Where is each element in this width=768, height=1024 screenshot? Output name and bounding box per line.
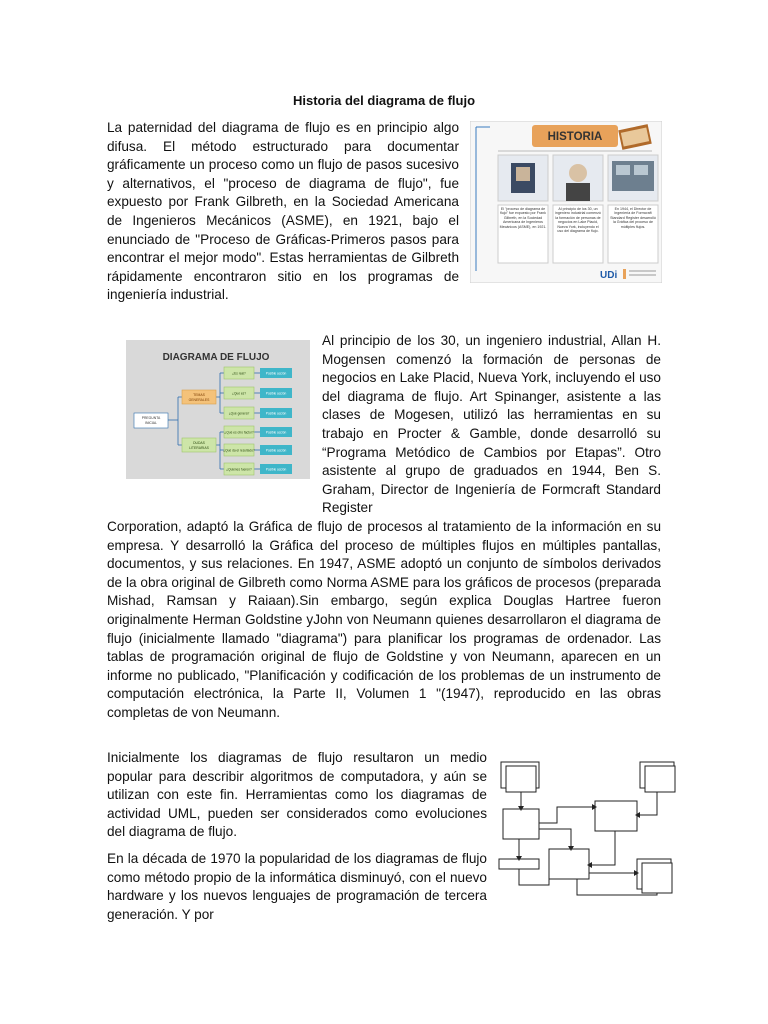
paragraph-5: En la década de 1970 la popularidad de los diagramas de flujo como método propio de la informática disminuyó, con el nuevo hardware y los nuevos lenguajes de programación de tercera generación. Y por — [107, 851, 487, 922]
svg-text:INICIAL: INICIAL — [145, 421, 157, 425]
svg-text:GENERALES: GENERALES — [188, 398, 210, 402]
svg-text:PREGUNTA: PREGUNTA — [141, 416, 161, 420]
diagrama-root-node — [134, 413, 168, 428]
diagrama-question-2: ¿Qué es? — [232, 391, 246, 396]
diagrama-answer-4: Posible acción — [265, 430, 287, 435]
historia-caption-3: En 1944, el Director de Ingeniería de Formcraft Standard Register desarrolló la Gráfica del proceso de múltiples flujos. — [610, 207, 656, 229]
historia-heading: HISTORIA — [547, 131, 603, 143]
diagrama-heading: DIAGRAMA DE FLUJO — [162, 352, 270, 363]
diagrama-question-4: ¿Qué es otro factor? — [224, 430, 254, 435]
diagrama-answer-3: Posible acción — [265, 411, 287, 416]
paragraph-4: Inicialmente los diagramas de flujo resultaron un medio popular para describir algoritmos de computadora, y aún se utilizan con este fin. Herramientas como los diagramas de actividad UML, pueden ser considerados como evoluciones del diagrama de flujo. — [107, 750, 487, 840]
svg-text:UDi: UDi — [600, 270, 618, 281]
historia-figure — [470, 121, 662, 283]
diagrama-question-1: ¿Es real? — [232, 371, 246, 376]
diagrama-mid-node-1 — [182, 390, 216, 404]
historia-caption-1: El "proceso de diagrama de flujo" fue expuesto por Frank Gilbreth, en la Sociedad Americana de Ingenieros Mecánicos (ASME), en 1921. — [499, 207, 547, 229]
paragraph-1: La paternidad del diagrama de flujo es en principio algo difusa. El método estructurado para documentar gráficamente un proceso como un flujo de pasos sucesivo y alternativos, el "proceso de diagrama de flujo", fue expuesto por Frank Gilbreth, en la Sociedad Americana de Ingenieros Mecánicos (ASME), en 1921, bajo el enunciado de "Proceso de Gráficas-Primeros pasos para encontrar el mejor modo". Estas herramientas de Gilbreth rápidamente encontraron sitio en los programas de ingeniería industrial. — [107, 120, 459, 303]
diagrama-answer-1: Posible acción — [265, 371, 287, 376]
flowchart-illustration — [497, 757, 684, 907]
diagrama-figure — [126, 340, 310, 479]
svg-text:TEMAS: TEMAS — [193, 393, 205, 397]
diagrama-answer-2: Posible acción — [265, 391, 287, 396]
historia-caption-2: Al principio de los 30, un ingeniero industrial comenzó la formación de personas de negocios en Lake Placid, Nueva York, incluyendo el uso del diagrama de flujo. — [555, 207, 601, 234]
diagrama-answer-6: Posible acción — [265, 467, 287, 472]
paragraph-2: Al principio de los 30, un ingeniero industrial, Allan H. Mogensen comenzó la formación de personas de negocios en Lake Placid, Nueva York, incluyendo el uso del diagrama de flujo. Art Spinanger, asistente a las clases de Mogesen, utilizó las herramientas en su trabajo en Procter & Gamble, donde desarrolló su “Programa Metódico de Cambios por Etapas”. Otro asistente al grupo de graduados en 1944, Ben S. Graham, Director de Ingeniería de Formcraft Standard Register — [322, 333, 661, 516]
diagrama-question-6: ¿Quiénes fueron? — [226, 467, 252, 472]
paragraph-3: Corporation, adaptó la Gráfica de flujo de procesos al tratamiento de la información en su empresa. Y desarrolló la Gráfica del proceso de múltiples flujos en múltiples pantallas, documentos, y sus relaciones. En 1947, ASME adoptó un conjunto de símbolos derivados de la obra original de Gilbreth como Norma ASME para los gráficos de procesos (preparada Mishad, Ramsan y Raiaan).Sin embargo, según explica Douglas Hartree fueron originalmente Herman Goldstine yJohn von Neumann quienes desarrollaron el diagrama de flujo (inicialmente llamado "diagrama") para planificar los programas de ordenador. Las tablas de programación original de flujo de Goldstine y von Neumann, aparecen en un informe no publicado, "Planificación y codificación de los problemas de un instrumento de computación electrónica, la Parte II, Volumen 1 "(1947), reproducido en las obras completas de von Neumann. — [107, 519, 661, 720]
page-title: Historia del diagrama de flujo — [292, 93, 476, 108]
diagrama-question-5: ¿Qué da el resultado? — [223, 448, 255, 453]
diagrama-question-3: ¿Qué genera? — [228, 411, 250, 416]
diagrama-mid-node-2 — [182, 438, 216, 452]
svg-text:DUDAS: DUDAS — [193, 441, 205, 445]
svg-text:LITERARIAS: LITERARIAS — [189, 446, 209, 450]
diagrama-answer-5: Posible acción — [265, 448, 287, 453]
